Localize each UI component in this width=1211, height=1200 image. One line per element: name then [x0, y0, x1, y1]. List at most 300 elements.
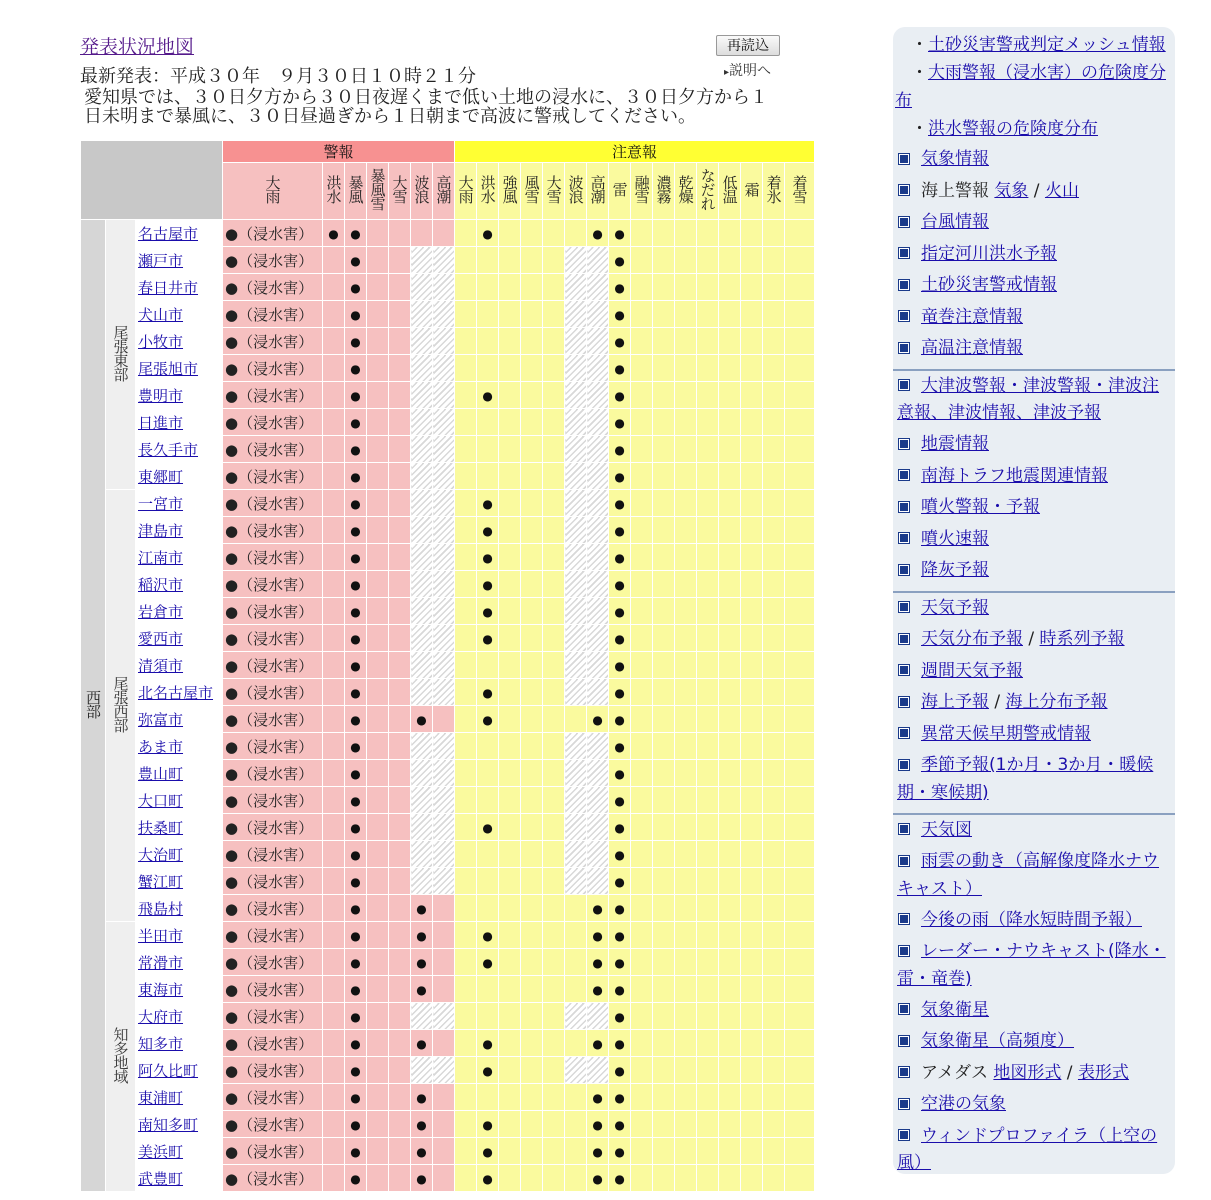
- municipality-link[interactable]: あま市: [138, 737, 184, 756]
- municipality-link[interactable]: 一宮市: [138, 494, 184, 513]
- advisory-cell: [543, 841, 565, 868]
- sub-menu-link[interactable]: 布: [895, 91, 912, 111]
- municipality-link[interactable]: 東海市: [138, 980, 184, 999]
- menu-item[interactable]: [893, 721, 1175, 748]
- menu-link[interactable]: 気象衛星: [921, 999, 989, 1020]
- menu-link[interactable]: 天気予報: [921, 597, 989, 618]
- menu-link[interactable]: 季節予報(1か月・3か月・暖候: [921, 755, 1154, 775]
- municipality-link[interactable]: 尾張旭市: [138, 359, 199, 378]
- municipality-link[interactable]: 豊山町: [138, 764, 184, 783]
- advisory-cell: [499, 490, 521, 517]
- advisory-col-header: [763, 163, 785, 220]
- advisory-cell: [543, 868, 565, 895]
- menu-link[interactable]: 風）: [897, 1153, 931, 1173]
- advisory-cell: [653, 1165, 675, 1192]
- warning-cell: [411, 679, 433, 706]
- square-bullet-icon: [899, 824, 909, 834]
- menu-item[interactable]: [893, 335, 1175, 362]
- menu-item[interactable]: [893, 817, 1175, 844]
- municipality-link[interactable]: 東浦町: [138, 1088, 184, 1107]
- menu-link[interactable]: 時系列予報: [1039, 629, 1125, 649]
- menu-text: /: [989, 692, 1006, 712]
- warning-cell: [411, 1003, 433, 1030]
- municipality-link[interactable]: 半田市: [138, 926, 184, 945]
- advisory-cell: [653, 625, 675, 652]
- advisory-cell: [675, 1057, 697, 1084]
- advisory-cell: [719, 220, 741, 247]
- warning-cell: [433, 382, 455, 409]
- advisory-cell: [719, 409, 741, 436]
- menu-item[interactable]: [893, 848, 1175, 875]
- municipality-cell: [136, 355, 223, 382]
- municipality-link[interactable]: 岩倉市: [138, 602, 184, 621]
- latest-issued: 最新発表：平成３０年 ９月３０日１０時２１分: [80, 66, 476, 87]
- advisory-cell: [587, 598, 609, 625]
- advisory-col-label: 着雪: [790, 175, 809, 203]
- heavy-rain-warning-cell: ●（浸水害）: [223, 1084, 323, 1111]
- menu-item[interactable]: [893, 526, 1175, 553]
- menu-item[interactable]: [893, 178, 1175, 205]
- advisory-cell: [609, 706, 631, 733]
- advisory-cell: [521, 1030, 543, 1057]
- warning-cell: [389, 328, 411, 355]
- advisory-cell: [785, 1165, 815, 1192]
- advisory-cell: [631, 598, 653, 625]
- warning-cell: [367, 652, 389, 679]
- municipality-link[interactable]: 愛西市: [138, 629, 184, 648]
- advisory-cell: [499, 247, 521, 274]
- municipality-link[interactable]: 瀬戸市: [138, 251, 184, 270]
- municipality-link[interactable]: 大府市: [138, 1007, 184, 1026]
- advisory-cell: [609, 868, 631, 895]
- advisory-cell: [653, 1057, 675, 1084]
- status-dot: ●: [350, 794, 361, 808]
- advisory-cell: [455, 220, 477, 247]
- warning-cell: [389, 301, 411, 328]
- advisory-cell: [763, 220, 785, 247]
- warning-cell: [345, 409, 367, 436]
- advisory-cell: [565, 247, 587, 274]
- warning-cell: [389, 220, 411, 247]
- advisory-cell: [565, 1138, 587, 1165]
- advisory-cell: [785, 733, 815, 760]
- advisory-cell: [609, 625, 631, 652]
- status-dot: ●: [592, 1172, 603, 1186]
- municipality-link[interactable]: 大治町: [138, 845, 184, 864]
- advisory-cell: [587, 490, 609, 517]
- sub-menu-link[interactable]: 大雨警報（浸水害）の危険度分: [928, 63, 1166, 83]
- warning-cell: [323, 706, 345, 733]
- warning-cell: [411, 274, 433, 301]
- status-dot: ●: [350, 254, 361, 268]
- menu-link[interactable]: 期・寒候期): [897, 782, 989, 803]
- advisory-cell: [587, 652, 609, 679]
- advisory-cell: [741, 571, 763, 598]
- warning-cell: [323, 1084, 345, 1111]
- menu-link[interactable]: ウィンドプロファイラ（上空の: [921, 1125, 1158, 1146]
- menu-item[interactable]: [893, 209, 1175, 236]
- warning-cell: [389, 1003, 411, 1030]
- warning-cell: [345, 949, 367, 976]
- menu-link[interactable]: 気象衛星（高頻度）: [921, 1031, 1074, 1051]
- municipality-link[interactable]: 小牧市: [138, 332, 184, 351]
- advisory-cell: [477, 463, 499, 490]
- heavy-rain-warning-cell: ●（浸水害）: [223, 571, 323, 598]
- municipality-cell: [136, 274, 223, 301]
- advisory-cell: [455, 949, 477, 976]
- warning-cell: [367, 1138, 389, 1165]
- menu-item[interactable]: [893, 1091, 1175, 1118]
- municipality-link[interactable]: 南知多町: [138, 1115, 199, 1134]
- menu-link[interactable]: 異常天候早期警戒情報: [921, 723, 1091, 744]
- advisory-cell: [477, 355, 499, 382]
- advisory-cell: [477, 895, 499, 922]
- advisory-cell: [675, 490, 697, 517]
- menu-item[interactable]: [893, 557, 1175, 584]
- warning-cell: [345, 301, 367, 328]
- advisory-cell: [477, 868, 499, 895]
- warning-cell: [367, 976, 389, 1003]
- menu-item[interactable]: [893, 431, 1175, 458]
- menu-item[interactable]: [893, 658, 1175, 685]
- menu-item[interactable]: [893, 1123, 1175, 1150]
- advisory-cell: [587, 274, 609, 301]
- status-dot: ●: [592, 956, 603, 970]
- warning-cell: [411, 1030, 433, 1057]
- menu-link[interactable]: 噴火警報・予報: [921, 497, 1040, 517]
- advisory-cell: [675, 463, 697, 490]
- municipality-cell: [136, 382, 223, 409]
- advisory-cell: [719, 787, 741, 814]
- advisory-cell: [477, 301, 499, 328]
- warning-cell: [411, 652, 433, 679]
- warning-cell: [345, 598, 367, 625]
- menu-link[interactable]: レーダー・ナウキャスト(降水・: [921, 941, 1166, 961]
- status-dot: ●: [328, 227, 339, 241]
- municipality-link[interactable]: 美浜町: [138, 1142, 184, 1161]
- menu-item-wrap[interactable]: [893, 1150, 1179, 1177]
- sub-menu-item[interactable]: [911, 116, 1211, 143]
- status-dot: ●: [350, 227, 361, 241]
- municipality-link[interactable]: 犬山市: [138, 305, 184, 324]
- advisory-cell: [653, 1138, 675, 1165]
- municipality-link[interactable]: 知多市: [138, 1034, 184, 1053]
- menu-item[interactable]: [893, 997, 1175, 1024]
- menu-link[interactable]: 高温注意情報: [921, 338, 1023, 358]
- advisory-cell: [741, 1030, 763, 1057]
- heavy-rain-warning-cell: ●（浸水害）: [223, 301, 323, 328]
- menu-link[interactable]: 地震情報: [921, 434, 989, 454]
- menu-link[interactable]: 天気図: [921, 819, 972, 840]
- advisory-cell: [499, 814, 521, 841]
- menu-divider: [893, 591, 1175, 593]
- status-dot: ●: [350, 1064, 361, 1078]
- menu-link[interactable]: 今後の雨（降水短時間予報）: [921, 909, 1142, 930]
- menu-item[interactable]: [893, 689, 1175, 716]
- menu-link[interactable]: 気象: [994, 180, 1029, 201]
- advisory-cell: [785, 490, 815, 517]
- advisory-cell: [609, 787, 631, 814]
- advisory-cell: [455, 247, 477, 274]
- menu-link[interactable]: 台風情報: [921, 212, 989, 232]
- advisory-cell: [521, 1057, 543, 1084]
- municipality-link[interactable]: 武豊町: [138, 1169, 184, 1188]
- menu-link[interactable]: 降灰予報: [921, 560, 989, 580]
- municipality-link[interactable]: 蟹江町: [138, 872, 184, 891]
- advisory-cell: [785, 760, 815, 787]
- warning-col-label: 大雪: [390, 175, 409, 203]
- advisory-cell: [675, 868, 697, 895]
- menu-link[interactable]: 雷・竜巻): [897, 968, 972, 989]
- menu-item[interactable]: [893, 752, 1175, 779]
- advisory-cell: [631, 895, 653, 922]
- municipality-link[interactable]: 名古屋市: [138, 224, 199, 243]
- advisory-cell: [785, 1111, 815, 1138]
- warning-cell: [367, 355, 389, 382]
- advisory-cell: [565, 1003, 587, 1030]
- menu-link[interactable]: 週間天気予報: [921, 660, 1023, 681]
- municipality-cell: [136, 652, 223, 679]
- status-dot: ●: [482, 956, 493, 970]
- heavy-rain-warning-cell: ●（浸水害）: [223, 247, 323, 274]
- advisory-cell: [675, 787, 697, 814]
- page-title[interactable]: 発表状況地図: [80, 36, 195, 58]
- advisory-cell: [499, 679, 521, 706]
- table-row: [81, 490, 815, 517]
- municipality-cell: [136, 436, 223, 463]
- advisory-cell: [719, 274, 741, 301]
- warning-cell: [433, 220, 455, 247]
- advisory-cell: [477, 328, 499, 355]
- warning-cell: [389, 652, 411, 679]
- advisory-cell: [741, 220, 763, 247]
- advisory-cell: [719, 679, 741, 706]
- advisory-cell: [521, 355, 543, 382]
- warning-cell: [389, 706, 411, 733]
- status-dot: ●: [482, 578, 493, 592]
- advisory-cell: [587, 706, 609, 733]
- advisory-cell: [785, 1003, 815, 1030]
- advisory-cell: [609, 841, 631, 868]
- advisory-cell: [785, 436, 815, 463]
- advisory-cell: [521, 895, 543, 922]
- status-dot: ●: [614, 227, 625, 241]
- municipality-link[interactable]: 日進市: [138, 413, 184, 432]
- menu-link[interactable]: キャスト）: [897, 878, 982, 899]
- sub-menu-link[interactable]: 洪水警報の危険度分布: [928, 119, 1098, 139]
- advisory-cell: [543, 355, 565, 382]
- warning-cell: [345, 436, 367, 463]
- advisory-col-label: 強風: [500, 175, 519, 203]
- menu-link[interactable]: 噴火速報: [921, 528, 989, 549]
- warning-cell: [433, 571, 455, 598]
- menu-link[interactable]: 海上予報: [921, 692, 989, 712]
- advisory-cell: [741, 625, 763, 652]
- status-dot: ●: [592, 1118, 603, 1132]
- advisory-cell: [499, 949, 521, 976]
- status-dot: ●: [482, 389, 493, 403]
- menu-text: /: [1061, 1062, 1078, 1083]
- advisory-cell: [653, 1030, 675, 1057]
- municipality-link[interactable]: 阿久比町: [138, 1061, 199, 1080]
- advisory-cell: [543, 409, 565, 436]
- municipality-link[interactable]: 津島市: [138, 521, 184, 540]
- square-bullet-icon: [899, 1036, 909, 1046]
- menu-item[interactable]: [893, 463, 1175, 490]
- status-dot: ●: [350, 362, 361, 376]
- municipality-link[interactable]: 扶桑町: [138, 818, 184, 837]
- advisory-cell: [543, 436, 565, 463]
- warning-cell: [367, 247, 389, 274]
- status-dot: ●: [350, 1172, 361, 1186]
- heavy-rain-warning-cell: ●（浸水害）: [223, 895, 323, 922]
- municipality-cell: [136, 895, 223, 922]
- menu-link[interactable]: 空港の気象: [921, 1094, 1006, 1114]
- advisory-cell: [631, 733, 653, 760]
- municipality-link[interactable]: 常滑市: [138, 953, 184, 972]
- heavy-rain-warning-cell: ●（浸水害）: [223, 1165, 323, 1192]
- sub-menu-item[interactable]: [911, 60, 1211, 87]
- advisory-cell: [741, 409, 763, 436]
- advisory-cell: [785, 949, 815, 976]
- status-dot: ●: [350, 848, 361, 862]
- menu-item[interactable]: [893, 494, 1175, 521]
- square-bullet-icon: [899, 380, 909, 390]
- municipality-link[interactable]: 北名古屋市: [138, 683, 214, 702]
- menu-link[interactable]: 海上分布予報: [1005, 692, 1108, 712]
- menu-item[interactable]: [893, 626, 1175, 653]
- menu-item[interactable]: [893, 1028, 1175, 1055]
- municipality-link[interactable]: 大口町: [138, 791, 184, 810]
- advisory-cell: [631, 814, 653, 841]
- advisory-cell: [653, 1003, 675, 1030]
- municipality-link[interactable]: 江南市: [138, 548, 184, 567]
- menu-link[interactable]: 南海トラフ地震関連情報: [921, 465, 1108, 486]
- advisory-cell: [741, 1165, 763, 1192]
- status-dot: ●: [350, 1145, 361, 1159]
- menu-item[interactable]: [893, 146, 1175, 173]
- menu-item-wrap[interactable]: [893, 876, 1179, 903]
- menu-item[interactable]: [893, 304, 1175, 331]
- menu-link[interactable]: 地図形式: [993, 1062, 1062, 1083]
- square-bullet-icon: [899, 533, 909, 543]
- municipality-link[interactable]: 豊明市: [138, 386, 184, 405]
- municipality-link[interactable]: 春日井市: [138, 278, 199, 297]
- municipality-link[interactable]: 飛島村: [138, 899, 184, 918]
- menu-link[interactable]: 意報、津波情報、津波予報: [897, 403, 1101, 423]
- menu-item-wrap[interactable]: [893, 780, 1179, 807]
- menu-item[interactable]: [893, 907, 1175, 934]
- menu-link[interactable]: 土砂災害警戒情報: [921, 275, 1057, 295]
- advisory-cell: [653, 895, 675, 922]
- advisory-cell: [609, 814, 631, 841]
- municipality-cell: [136, 922, 223, 949]
- municipality-link[interactable]: 清須市: [138, 656, 184, 675]
- advisory-cell: [675, 274, 697, 301]
- warning-cell: [345, 895, 367, 922]
- menu-link[interactable]: 天気分布予報: [921, 629, 1023, 649]
- municipality-link[interactable]: 東郷町: [138, 467, 184, 486]
- advisory-cell: [521, 598, 543, 625]
- menu-item[interactable]: [893, 595, 1175, 622]
- warning-cell: [323, 301, 345, 328]
- square-bullet-icon: [899, 280, 909, 290]
- warning-cell: [367, 517, 389, 544]
- municipality-link[interactable]: 長久手市: [138, 440, 199, 459]
- advisory-cell: [455, 490, 477, 517]
- menu-link[interactable]: 大津波警報・津波警報・津波注: [921, 375, 1159, 396]
- advisory-cell: [543, 652, 565, 679]
- menu-item[interactable]: [893, 373, 1175, 400]
- menu-link[interactable]: 竜巻注意情報: [921, 306, 1023, 327]
- advisory-cell: [455, 625, 477, 652]
- status-dot: ●: [416, 956, 427, 970]
- status-dot: ●: [614, 1064, 625, 1078]
- status-dot: ●: [416, 929, 427, 943]
- warning-cell: [411, 247, 433, 274]
- warning-cell: [345, 1057, 367, 1084]
- warning-cell: [389, 922, 411, 949]
- warning-cell: [367, 544, 389, 571]
- menu-link[interactable]: 雨雲の動き（高解像度降水ナウ: [921, 851, 1159, 871]
- menu-item[interactable]: [893, 272, 1175, 299]
- advisory-cell: [631, 544, 653, 571]
- advisory-cell: [499, 841, 521, 868]
- menu-item[interactable]: [893, 1060, 1175, 1087]
- advisory-cell: [785, 895, 815, 922]
- advisory-cell: [609, 1111, 631, 1138]
- menu-item[interactable]: [893, 241, 1175, 268]
- advisory-cell: [499, 976, 521, 1003]
- menu-item[interactable]: [893, 938, 1175, 965]
- menu-link[interactable]: 気象情報: [921, 149, 989, 169]
- warning-cell: [323, 1138, 345, 1165]
- municipality-link[interactable]: 弥富市: [138, 710, 184, 729]
- advisory-cell: [521, 733, 543, 760]
- warning-cell: [345, 976, 367, 1003]
- status-dot: ●: [614, 281, 625, 295]
- menu-link[interactable]: 指定河川洪水予報: [921, 243, 1057, 264]
- advisory-cell: [719, 625, 741, 652]
- status-dot: ●: [350, 1118, 361, 1132]
- menu-item-wrap[interactable]: [893, 966, 1179, 993]
- sub-menu-link[interactable]: 土砂災害警戒判定メッシュ情報: [928, 35, 1166, 55]
- status-dot: ●: [614, 308, 625, 322]
- advisory-cell: [477, 841, 499, 868]
- advisory-cell: [697, 355, 719, 382]
- advisory-cell: [587, 814, 609, 841]
- sub-menu-item[interactable]: [895, 88, 1195, 115]
- advisory-cell: [543, 328, 565, 355]
- explain-link[interactable]: [724, 60, 771, 80]
- advisory-cell: [785, 571, 815, 598]
- menu-item-wrap[interactable]: [893, 400, 1179, 427]
- municipality-cell: [136, 1084, 223, 1111]
- advisory-cell: [631, 1057, 653, 1084]
- advisory-col-label: 風雪: [522, 175, 541, 203]
- advisory-cell: [653, 976, 675, 1003]
- municipality-link[interactable]: 稲沢市: [138, 575, 184, 594]
- advisory-cell: [741, 814, 763, 841]
- sub-menu-item[interactable]: [911, 32, 1211, 59]
- advisory-cell: [719, 1030, 741, 1057]
- status-dot: ●: [350, 713, 361, 727]
- heavy-rain-warning-cell: ●（浸水害）: [223, 598, 323, 625]
- warning-cell: [367, 760, 389, 787]
- menu-link[interactable]: 火山: [1044, 180, 1079, 201]
- menu-link[interactable]: 表形式: [1077, 1062, 1129, 1083]
- reload-button[interactable]: 再読込: [716, 35, 780, 56]
